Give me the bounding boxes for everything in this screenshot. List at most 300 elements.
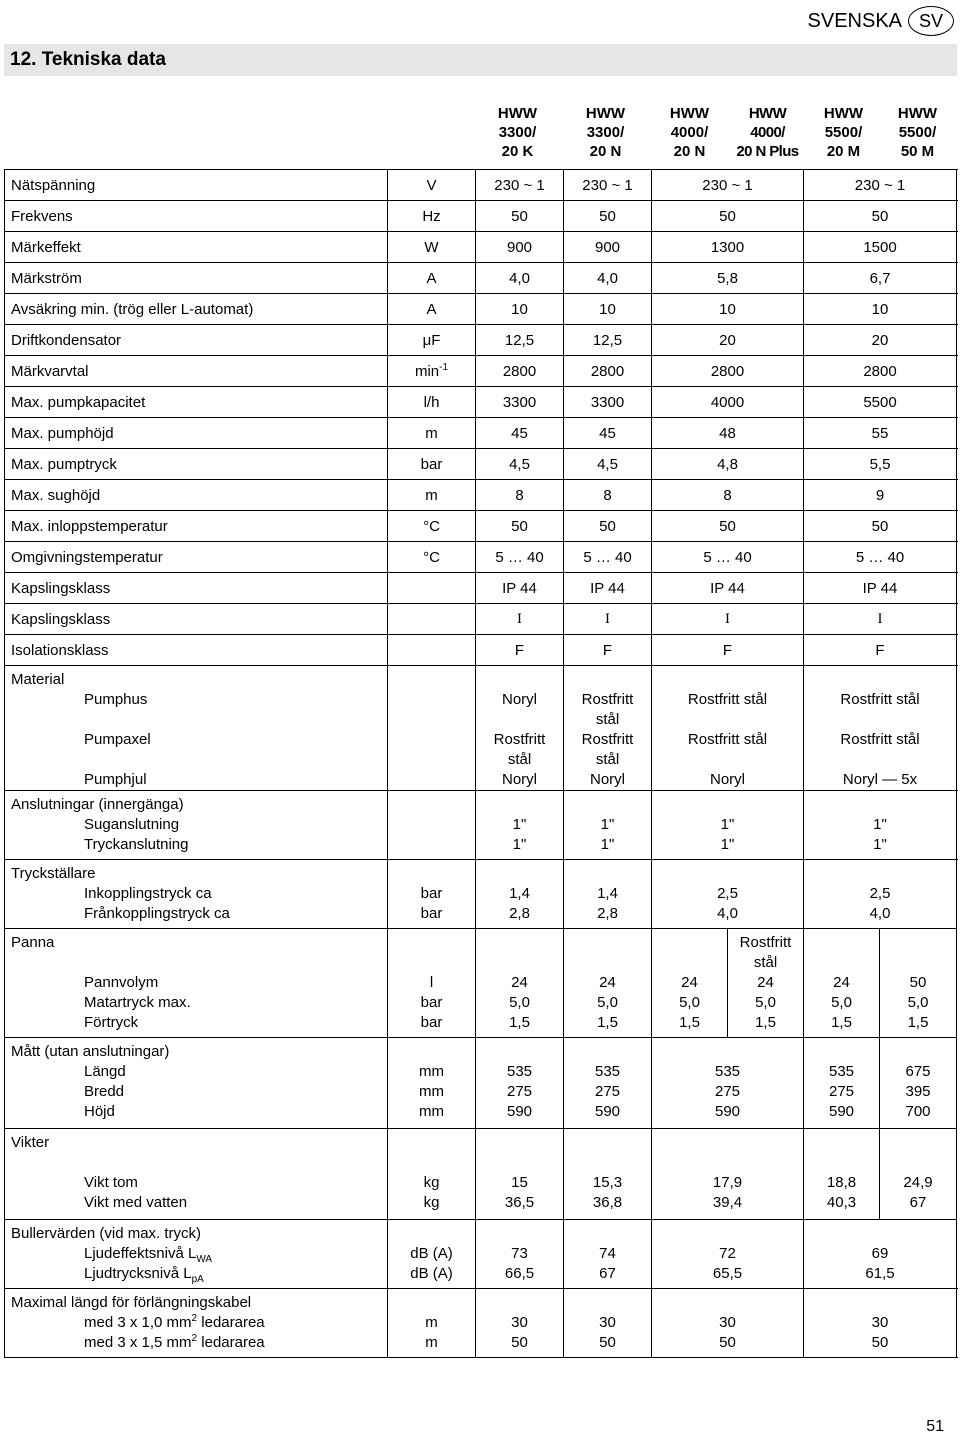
value-cell — [564, 1220, 652, 1289]
item-label: Matartryck max. — [84, 994, 191, 1011]
unit-text: μF — [422, 331, 441, 349]
value-cell: I — [652, 604, 804, 635]
value-cell: IP 44 — [476, 573, 564, 604]
cell-line: 275 — [828, 1083, 855, 1100]
row-label: Avsäkring min. (trög eller L-automat) — [5, 294, 388, 325]
cell-line — [804, 864, 956, 884]
row-unit — [388, 1038, 476, 1129]
value-cell: 9 — [804, 480, 957, 511]
cell-line — [804, 1293, 956, 1313]
cell-line — [476, 795, 563, 815]
cell-line — [564, 1153, 651, 1173]
value-cell: IP 44 — [804, 573, 957, 604]
cell-line — [564, 1133, 651, 1153]
value-cell: 230 ~ 1 — [564, 170, 652, 201]
cell-line: 36,5 — [504, 1194, 535, 1211]
cell-line: 1" — [512, 836, 527, 853]
cell-line — [388, 770, 475, 790]
cell-line: 5,0 — [907, 994, 929, 1011]
cell-line — [804, 953, 879, 973]
value-cell: 2800 — [804, 356, 957, 387]
value-cell: 20 — [652, 325, 804, 356]
cell-line: 1,5 — [509, 1014, 530, 1031]
cell-line — [804, 1133, 879, 1153]
cell-line: Noryl — [589, 771, 625, 788]
value-cell — [880, 1129, 957, 1220]
cell-line: l — [429, 974, 434, 991]
value-cell: 20 — [804, 325, 957, 356]
group-title: Maximal längd för förlängningskabel — [11, 1294, 252, 1311]
cell-line — [476, 864, 563, 884]
value-cell: 10 — [476, 294, 564, 325]
value-cell: 4,0 — [564, 263, 652, 294]
value-cell: 8 — [476, 480, 564, 511]
cell-line — [388, 1133, 475, 1153]
value-cell: 5,5 — [804, 449, 957, 480]
cell-line: Rostfritt — [581, 731, 634, 748]
value-cell: 2800 — [564, 356, 652, 387]
cell-line: 1" — [720, 836, 735, 853]
cell-line — [880, 953, 956, 973]
section-title: 12. Tekniska data — [4, 44, 957, 76]
value-cell: 8 — [564, 480, 652, 511]
cell-line: Rostfritt stål — [840, 691, 920, 708]
table-row — [5, 387, 957, 418]
cell-line: stål — [595, 711, 620, 728]
cell-line: 18,8 — [826, 1174, 857, 1191]
group-title: Vikter — [11, 1134, 50, 1151]
cell-line — [476, 1133, 563, 1153]
cell-line: 1,4 — [597, 885, 618, 902]
cell-line: 1" — [873, 836, 887, 853]
row-label — [5, 1220, 388, 1289]
row-unit — [388, 542, 476, 573]
value-cell — [804, 929, 880, 1038]
row-label: Märkström — [5, 263, 388, 294]
row-unit — [388, 929, 476, 1038]
cell-line — [476, 670, 563, 690]
cell-line: 30 — [599, 1314, 616, 1331]
cell-line: m — [425, 1314, 438, 1331]
item-label: Suganslutning — [84, 816, 180, 833]
table-row — [5, 232, 957, 263]
value-cell: 55 — [804, 418, 957, 449]
cell-line — [880, 1133, 956, 1153]
cell-line — [564, 864, 651, 884]
item-label: Frånkopplingstryck ca — [84, 905, 230, 922]
unit-text: W — [424, 238, 439, 256]
cell-line: stål — [507, 751, 532, 768]
cell-line: 17,9 — [712, 1174, 743, 1191]
value-cell: F — [476, 635, 564, 666]
value-cell — [804, 1038, 880, 1129]
cell-line: 39,4 — [712, 1194, 743, 1211]
cell-line: 1" — [720, 816, 735, 833]
cell-line: 535 — [594, 1063, 621, 1080]
value-cell: 5 … 40 — [476, 542, 564, 573]
table-row — [5, 356, 957, 387]
cell-line — [652, 933, 727, 953]
cell-line: 50 — [871, 1334, 889, 1351]
language-indicator — [808, 6, 954, 36]
value-cell: 50 — [476, 201, 564, 232]
value-cell: 3300 — [564, 387, 652, 418]
item-label: Bredd — [84, 1083, 125, 1100]
cell-line: 1,5 — [755, 1014, 776, 1031]
cell-line: 700 — [905, 1103, 931, 1120]
item-label: Vikt tom — [84, 1174, 138, 1191]
row-label — [5, 1038, 388, 1129]
dimensions-block — [5, 1038, 957, 1129]
value-cell — [564, 1129, 652, 1220]
cell-line — [564, 670, 651, 690]
cell-line — [564, 953, 651, 973]
value-cell — [476, 791, 564, 860]
group-title: Mått (utan anslutningar) — [11, 1043, 170, 1060]
cell-line: 275 — [594, 1083, 621, 1100]
row-unit — [388, 387, 476, 418]
value-cell: 2800 — [476, 356, 564, 387]
row-label: Max. pumpkapacitet — [5, 387, 388, 418]
cell-line — [388, 1042, 475, 1062]
item-label — [11, 1333, 387, 1353]
item-label: Pannvolym — [84, 974, 159, 991]
value-cell: 48 — [652, 418, 804, 449]
table-row — [5, 325, 957, 356]
row-label — [5, 666, 388, 791]
cell-line — [564, 1224, 651, 1244]
cell-line: 1,4 — [509, 885, 530, 902]
value-cell — [804, 666, 957, 791]
value-cell: 50 — [564, 201, 652, 232]
cell-line: bar — [420, 905, 443, 922]
cell-line: 1" — [600, 816, 615, 833]
row-label: Märkeffekt — [5, 232, 388, 263]
cell-line: bar — [420, 1014, 443, 1031]
cell-line — [476, 933, 563, 953]
value-cell — [652, 1129, 804, 1220]
value-cell — [880, 1038, 957, 1129]
cell-line: Rostfritt stål — [687, 691, 768, 708]
item-text: med 3 x 1,0 mm — [84, 1314, 192, 1331]
item-text: ledararea — [197, 1334, 265, 1351]
row-label — [5, 1129, 388, 1220]
cell-line — [564, 933, 651, 953]
cell-line — [564, 795, 651, 815]
value-cell — [564, 860, 652, 929]
group-title: Anslutningar (innergänga) — [11, 796, 184, 813]
value-cell: 6,7 — [804, 263, 957, 294]
cell-line — [804, 795, 956, 815]
row-label: Kapslingsklass — [5, 573, 388, 604]
row-label: Max. pumphöjd — [5, 418, 388, 449]
row-unit — [388, 860, 476, 929]
material-block — [5, 666, 957, 791]
item-text: ledararea — [197, 1314, 265, 1331]
page-number: 51 — [926, 1418, 944, 1435]
cell-line: 69 — [871, 1245, 889, 1262]
value-cell — [476, 860, 564, 929]
value-cell: 45 — [476, 418, 564, 449]
row-unit — [388, 232, 476, 263]
value-cell — [476, 1220, 564, 1289]
cell-line: 2,8 — [509, 905, 530, 922]
cell-line — [804, 1224, 956, 1244]
value-cell: 45 — [564, 418, 652, 449]
value-cell: 50 — [804, 511, 957, 542]
value-cell: I — [804, 604, 957, 635]
cell-line — [476, 1224, 563, 1244]
value-cell — [804, 1289, 957, 1358]
row-label — [5, 929, 388, 1038]
cell-line: 1,5 — [907, 1014, 929, 1031]
cell-line: kg — [423, 1194, 440, 1211]
model-header: HWW 4000/ 20 N Plus — [736, 105, 799, 160]
cell-line: 65,5 — [712, 1265, 743, 1282]
model-header: HWW 4000/ 20 N — [669, 105, 710, 160]
cell-line: 30 — [871, 1314, 889, 1331]
cell-line — [652, 670, 803, 690]
unit-text: V — [426, 176, 437, 194]
item-label: Inkopplingstryck ca — [84, 885, 212, 902]
value-cell — [880, 929, 957, 1038]
cell-line — [804, 1042, 879, 1062]
value-cell — [652, 1038, 804, 1129]
value-cell: 8 — [652, 480, 804, 511]
cell-line: 675 — [905, 1063, 931, 1080]
value-cell: 50 — [804, 201, 957, 232]
item-label: Pumphjul — [84, 771, 147, 788]
cell-line — [652, 1133, 803, 1153]
cell-line — [804, 1153, 879, 1173]
cell-line: 535 — [714, 1063, 741, 1080]
cell-line: 24 — [833, 974, 850, 991]
tank-block — [5, 929, 957, 1038]
value-cell — [652, 1289, 804, 1358]
value-cell: 2800 — [652, 356, 804, 387]
value-cell: 4,5 — [564, 449, 652, 480]
unit-text: A — [426, 300, 437, 318]
cell-line — [388, 953, 475, 973]
group-title: Panna — [11, 934, 55, 951]
value-cell: 12,5 — [564, 325, 652, 356]
cell-line: 30 — [511, 1314, 528, 1331]
cell-line — [476, 1293, 563, 1313]
row-unit — [388, 170, 476, 201]
table-row — [5, 294, 957, 325]
model-header: HWW 5500/ 50 M — [897, 105, 938, 160]
row-label: Max. inloppstemperatur — [5, 511, 388, 542]
cell-line: 4,0 — [717, 905, 738, 922]
value-cell: 4,8 — [652, 449, 804, 480]
model-header: HWW 3300/ 20 N — [585, 105, 626, 160]
cell-line: 24 — [511, 974, 528, 991]
value-cell: 10 — [804, 294, 957, 325]
value-cell — [652, 860, 804, 929]
unit-text: Hz — [422, 207, 441, 225]
cell-line: 50 — [511, 1334, 528, 1351]
cell-line — [880, 1153, 956, 1173]
cell-line — [880, 933, 956, 953]
row-unit — [388, 604, 476, 635]
cell-line: 5,0 — [509, 994, 530, 1011]
value-cell: 230 ~ 1 — [652, 170, 804, 201]
pressure-switch-block — [5, 860, 957, 929]
cell-line: m — [425, 1334, 438, 1351]
item-label: Pumpaxel — [84, 731, 151, 748]
value-cell: I — [476, 604, 564, 635]
cell-line: 2,5 — [717, 885, 738, 902]
row-label: Nätspänning — [5, 170, 388, 201]
cell-line — [652, 1042, 803, 1062]
cell-line: bar — [420, 885, 443, 902]
row-unit — [388, 1289, 476, 1358]
cell-line — [652, 864, 803, 884]
item-label: Höjd — [84, 1103, 115, 1120]
value-cell: 4,0 — [476, 263, 564, 294]
group-title: Bullervärden (vid max. tryck) — [11, 1225, 202, 1242]
row-label: Omgivningstemperatur — [5, 542, 388, 573]
value-cell — [564, 791, 652, 860]
weights-block — [5, 1129, 957, 1220]
model-header: HWW 5500/ 20 M — [823, 105, 864, 160]
table-row — [5, 418, 957, 449]
cell-line — [476, 953, 563, 973]
value-cell — [476, 1289, 564, 1358]
cell-line — [476, 710, 563, 730]
row-unit — [388, 1220, 476, 1289]
value-cell: 4,5 — [476, 449, 564, 480]
item-label: Längd — [84, 1063, 126, 1080]
cell-line — [388, 670, 475, 690]
cable-block — [5, 1289, 957, 1358]
item-label — [11, 1313, 387, 1333]
row-label: Frekvens — [5, 201, 388, 232]
technical-data-table — [4, 169, 957, 1358]
model-header: HWW 3300/ 20 K — [497, 105, 538, 160]
row-label — [5, 1289, 388, 1358]
table-row — [5, 604, 957, 635]
value-cell: 12,5 — [476, 325, 564, 356]
cell-line: Rostfritt stål — [840, 731, 920, 748]
unit-text: min — [414, 362, 440, 380]
value-cell: 1300 — [652, 232, 804, 263]
item-label — [11, 1264, 387, 1284]
cell-line: 1,5 — [597, 1014, 618, 1031]
item-label: Vikt med vatten — [84, 1194, 188, 1211]
item-label: Tryckanslutning — [84, 836, 189, 853]
group-title: Material — [11, 671, 65, 688]
cell-line — [652, 795, 803, 815]
cell-line: dB (A) — [410, 1245, 453, 1262]
value-cell — [804, 791, 957, 860]
value-cell — [804, 1220, 957, 1289]
unit-text: °C — [423, 548, 440, 566]
row-unit — [388, 511, 476, 542]
cell-line: 67 — [599, 1265, 616, 1282]
unit-text: °C — [423, 517, 440, 535]
value-cell — [564, 1038, 652, 1129]
cell-line — [804, 670, 956, 690]
item-text: med 3 x 1,5 mm — [84, 1334, 192, 1351]
row-unit — [388, 791, 476, 860]
value-cell — [804, 860, 957, 929]
cell-line: 275 — [506, 1083, 533, 1100]
value-cell: 5500 — [804, 387, 957, 418]
language-label: SVENSKA — [807, 9, 902, 32]
value-cell: 3300 — [476, 387, 564, 418]
cell-line — [388, 933, 475, 953]
row-label — [5, 860, 388, 929]
value-cell: 50 — [476, 511, 564, 542]
item-label: Pumphus — [84, 691, 148, 708]
cell-line: 1" — [600, 836, 615, 853]
value-cell: 5 … 40 — [804, 542, 957, 573]
value-cell: 5 … 40 — [652, 542, 804, 573]
cell-line: Noryl — 5x — [842, 771, 918, 788]
row-unit — [388, 201, 476, 232]
cell-line: Rostfritt stål — [687, 731, 768, 748]
cell-line: stål — [595, 751, 620, 768]
value-cell: I — [564, 604, 652, 635]
cell-line — [388, 835, 475, 855]
cell-line — [804, 933, 879, 953]
value-cell — [476, 666, 564, 791]
cell-line — [880, 1042, 956, 1062]
row-label: Märkvarvtal — [5, 356, 388, 387]
item-label — [11, 1244, 387, 1264]
cell-line: 590 — [714, 1103, 741, 1120]
item-subscript: WA — [196, 1254, 213, 1265]
cell-line: 1" — [873, 816, 887, 833]
value-cell: 50 — [652, 201, 804, 232]
cell-line: 590 — [828, 1103, 855, 1120]
cell-line: 5,0 — [597, 994, 618, 1011]
table-row — [5, 511, 957, 542]
cell-line — [652, 1293, 803, 1313]
row-label — [5, 791, 388, 860]
row-unit — [388, 418, 476, 449]
cell-line: Rostfritt — [581, 691, 634, 708]
cell-line — [804, 750, 956, 770]
cell-line — [388, 710, 475, 730]
value-cell — [804, 1129, 880, 1220]
cell-line — [388, 815, 475, 835]
value-cell: IP 44 — [652, 573, 804, 604]
table-row — [5, 201, 957, 232]
cell-line: 5,0 — [755, 994, 776, 1011]
item-superscript: 2 — [191, 1333, 198, 1344]
cell-line: Noryl — [501, 771, 537, 788]
cell-line — [388, 1293, 475, 1313]
table-row — [5, 263, 957, 294]
value-cell: 5,8 — [652, 263, 804, 294]
value-cell: 230 ~ 1 — [804, 170, 957, 201]
row-unit — [388, 635, 476, 666]
cell-line: 1,5 — [679, 1014, 700, 1031]
row-label: Max. sughöjd — [5, 480, 388, 511]
value-cell: 10 — [564, 294, 652, 325]
cell-line — [388, 795, 475, 815]
row-unit — [388, 263, 476, 294]
cell-line: 15 — [511, 1174, 528, 1191]
row-label: Max. pumptryck — [5, 449, 388, 480]
cell-line: 395 — [905, 1083, 931, 1100]
table-row — [5, 542, 957, 573]
row-label: Kapslingsklass — [5, 604, 388, 635]
value-cell — [652, 1220, 804, 1289]
cell-line — [804, 710, 956, 730]
